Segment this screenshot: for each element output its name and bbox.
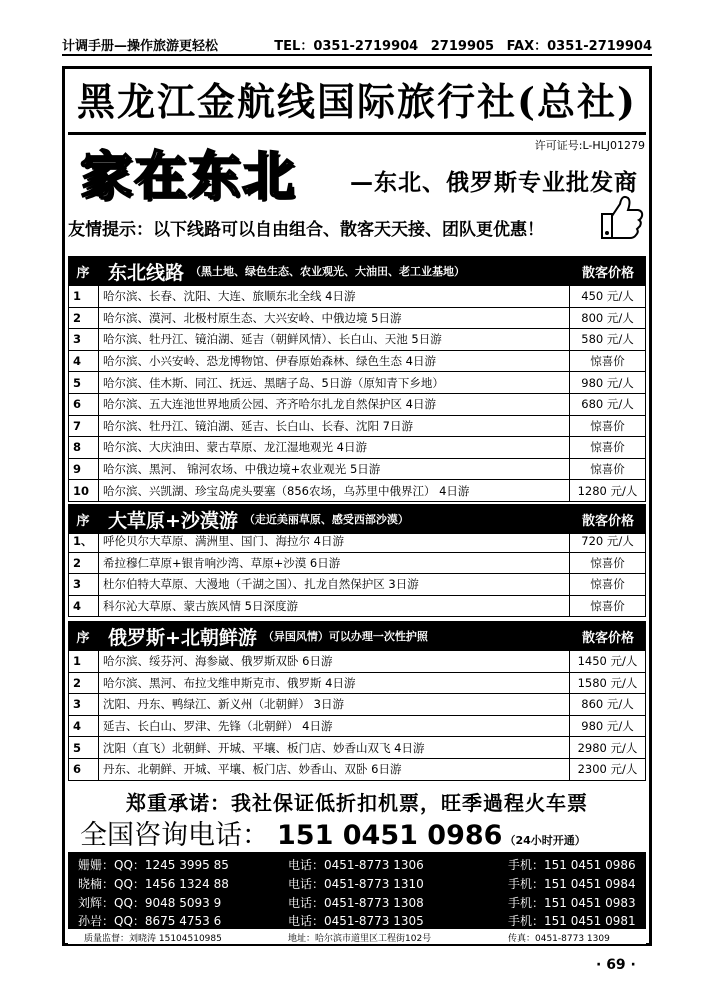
route-text: 哈尔滨、大庆油田、蒙古草原、龙江湿地观光 4日游 [99, 437, 570, 459]
row-number: 1 [69, 651, 99, 673]
tagline: 计调手册—操作旅游更轻松 [62, 38, 219, 54]
route-price: 惊喜价 [570, 350, 646, 372]
row-number: 5 [69, 372, 99, 394]
row-number: 2 [69, 672, 99, 694]
route-text: 延吉、长白山、罗津、先锋（北朝鲜） 4日游 [99, 715, 570, 737]
row-number: 4 [69, 350, 99, 372]
table-row [69, 574, 646, 596]
row-number: 4 [69, 715, 99, 737]
route-text: 哈尔滨、牡丹江、镜泊湖、延吉（朝鲜风情）、长白山、天池 5日游 [99, 329, 570, 351]
route-text: 哈尔滨、牡丹江、镜泊湖、延吉、长白山、长春、沈阳 7日游 [99, 415, 570, 437]
route-price: 680 元/人 [570, 393, 646, 415]
table-row [69, 350, 646, 372]
row-number: 6 [69, 393, 99, 415]
table-row [69, 458, 646, 480]
route-text: 哈尔滨、黑河、 锦河农场、中俄边境+农业观光 5日游 [99, 458, 570, 480]
slogan-subtitle: —东北、俄罗斯专业批发商 [350, 170, 638, 196]
contact-mobile: 手机：151 0451 0981 [508, 914, 636, 928]
address: 地址：哈尔滨市道里区工程街102号 [288, 934, 432, 944]
company-name: 黑龙江金航线国际旅行社(总社) [77, 79, 637, 124]
route-price: 980 元/人 [570, 372, 646, 394]
quality-supervisor: 质量监督：刘晓涛 15104510985 [84, 934, 222, 944]
route-price: 惊喜价 [570, 552, 646, 574]
row-number: 3 [69, 694, 99, 716]
table-row [69, 715, 646, 737]
footer-fax: 传真：0451-8773 1309 [508, 934, 610, 944]
route-text: 哈尔滨、佳木斯、同江、抚远、黑瞎子岛、5日游（原知青下乡地） [99, 372, 570, 394]
contact-tel: 电话：0451-8773 1305 [288, 914, 424, 928]
route-text: 哈尔滨、漠河、北极村原生态、大兴安岭、中俄边境 5日游 [99, 307, 570, 329]
route-price: 2300 元/人 [570, 758, 646, 780]
row-number: 7 [69, 415, 99, 437]
table-row [69, 480, 646, 502]
seq-header: 序 [76, 265, 90, 281]
route-price: 450 元/人 [570, 286, 646, 308]
route-price: 惊喜价 [570, 595, 646, 617]
tel-number-2: 2719905 [430, 38, 495, 54]
table-row [69, 651, 646, 673]
contact-tel: 电话：0451-8773 1306 [288, 858, 424, 872]
table-row [69, 672, 646, 694]
route-price: 2980 元/人 [570, 737, 646, 759]
footer-bar [68, 928, 646, 944]
route-text: 哈尔滨、长春、沈阳、大连、旅顺东北全线 4日游 [99, 286, 570, 308]
table-row [69, 758, 646, 780]
section-title: 俄罗斯+北朝鲜游 [108, 626, 257, 649]
route-price: 800 元/人 [570, 307, 646, 329]
table-row [69, 531, 646, 553]
tel-number: TEL：0351-2719904 [274, 38, 419, 54]
row-number: 8 [69, 437, 99, 459]
route-price: 980 元/人 [570, 715, 646, 737]
row-number: 2 [69, 307, 99, 329]
row-number: 3 [69, 329, 99, 351]
friendly-tip: 友情提示：以下线路可以自由组合、散客天天接、团队更优惠！ [68, 220, 544, 240]
contact-mobile: 手机：151 0451 0983 [508, 896, 636, 910]
top-header-line [62, 34, 652, 56]
contact-qq: 刘辉：QQ：9048 5093 9 [78, 896, 222, 910]
price-header: 散客价格 [581, 513, 634, 529]
table-row [69, 393, 646, 415]
hotline [80, 813, 586, 852]
route-text: 哈尔滨、五大连池世界地质公园、齐齐哈尔扎龙自然保护区 4日游 [99, 393, 570, 415]
row-number: 1 [69, 286, 99, 308]
slogan-headline: 家在东北 [80, 146, 297, 207]
route-text: 科尔沁大草原、蒙古族风情 5日深度游 [99, 595, 570, 617]
route-text: 沈阳、丹东、鸭绿江、新义州（北朝鲜） 3日游 [99, 694, 570, 716]
promise-banner: 郑重承诺：我社保证低折扣机票，旺季過程火车票 [126, 791, 588, 815]
route-text: 丹东、北朝鲜、开城、平壤、板门店、妙香山、双卧 6日游 [99, 758, 570, 780]
route-price: 1580 元/人 [570, 672, 646, 694]
contact-qq: 孙岩：QQ：8675 4753 6 [78, 914, 222, 928]
hotline-note: （24小时开通） [504, 834, 586, 847]
route-price: 1280 元/人 [570, 480, 646, 502]
row-number: 1、 [69, 531, 99, 553]
row-number: 4 [69, 595, 99, 617]
route-price: 惊喜价 [570, 437, 646, 459]
row-number: 9 [69, 458, 99, 480]
route-price: 1450 元/人 [570, 651, 646, 673]
seq-header: 序 [76, 630, 90, 646]
table-row [69, 307, 646, 329]
table-row [69, 552, 646, 574]
route-price: 惊喜价 [570, 458, 646, 480]
row-number: 2 [69, 552, 99, 574]
table-row [69, 415, 646, 437]
row-number: 5 [69, 737, 99, 759]
price-header: 散客价格 [581, 630, 634, 646]
route-text: 呼伦贝尔大草原、满洲里、国门、海拉尔 4日游 [99, 531, 570, 553]
table-row [69, 329, 646, 351]
table-row [69, 737, 646, 759]
section-subtitle: （异国风情）可以办理一次性护照 [262, 630, 428, 643]
route-price: 惊喜价 [570, 415, 646, 437]
table-row [69, 286, 646, 308]
section-title: 东北线路 [108, 261, 185, 284]
hotline-label: 全国咨询电话： [80, 820, 269, 851]
contact-mobile: 手机：151 0451 0984 [508, 877, 636, 891]
fax-number: FAX：0351-2719904 [506, 38, 652, 54]
page-number: · 69 · [596, 957, 636, 973]
contact-row [68, 894, 646, 914]
row-number: 3 [69, 574, 99, 596]
route-price: 惊喜价 [570, 574, 646, 596]
table-row [69, 595, 646, 617]
route-text: 沈阳（直飞）北朝鲜、开城、平壤、板门店、妙香山双飞 4日游 [99, 737, 570, 759]
route-text: 哈尔滨、黑河、布拉戈维申斯克市、俄罗斯 4日游 [99, 672, 570, 694]
contacts-panel [68, 852, 646, 940]
contact-row [68, 856, 646, 876]
section-header-russia-korea [68, 621, 646, 651]
route-table-grassland [68, 530, 646, 617]
row-number: 6 [69, 758, 99, 780]
route-price: 720 元/人 [570, 531, 646, 553]
contact-qq: 晓楠：QQ：1456 1324 88 [78, 877, 229, 891]
contact-qq: 姗姗：QQ：1245 3995 85 [78, 858, 229, 872]
route-text: 希拉穆仁草原+银肯响沙湾、草原+沙漠 6日游 [99, 552, 570, 574]
section-header-northeast [68, 256, 646, 286]
contact-row [68, 875, 646, 895]
route-price: 580 元/人 [570, 329, 646, 351]
table-row [69, 372, 646, 394]
section-title: 大草原+沙漠游 [108, 509, 238, 532]
route-text: 哈尔滨、兴凯湖、珍宝岛虎头要塞（856农场，乌苏里中俄界江） 4日游 [99, 480, 570, 502]
hotline-number: 151 0451 0986 [277, 820, 503, 851]
route-text: 杜尔伯特大草原、大漫地（千湖之国）、扎龙自然保护区 3日游 [99, 574, 570, 596]
seq-header: 序 [76, 513, 90, 529]
route-table-russia-korea [68, 650, 646, 781]
section-subtitle: （黑土地、绿色生态、农业观光、大油田、老工业基地） [190, 265, 466, 278]
contact-mobile: 手机：151 0451 0986 [508, 858, 636, 872]
price-header: 散客价格 [581, 265, 634, 281]
route-price: 860 元/人 [570, 694, 646, 716]
thumbs-up-icon [596, 190, 644, 242]
row-number: 10 [69, 480, 99, 502]
table-row [69, 437, 646, 459]
route-text: 哈尔滨、小兴安岭、恐龙博物馆、伊春原始森林、绿色生态 4日游 [99, 350, 570, 372]
section-subtitle: （走近美丽草原、感受西部沙漠） [243, 513, 409, 526]
table-row [69, 694, 646, 716]
contact-tel: 电话：0451-8773 1308 [288, 896, 424, 910]
route-table-northeast [68, 285, 646, 502]
divider [68, 132, 646, 135]
license-number: 许可证号:L-HLJ01279 [534, 139, 645, 152]
route-text: 哈尔滨、绥芬河、海参崴、俄罗斯双卧 6日游 [99, 651, 570, 673]
contact-tel: 电话：0451-8773 1310 [288, 877, 424, 891]
